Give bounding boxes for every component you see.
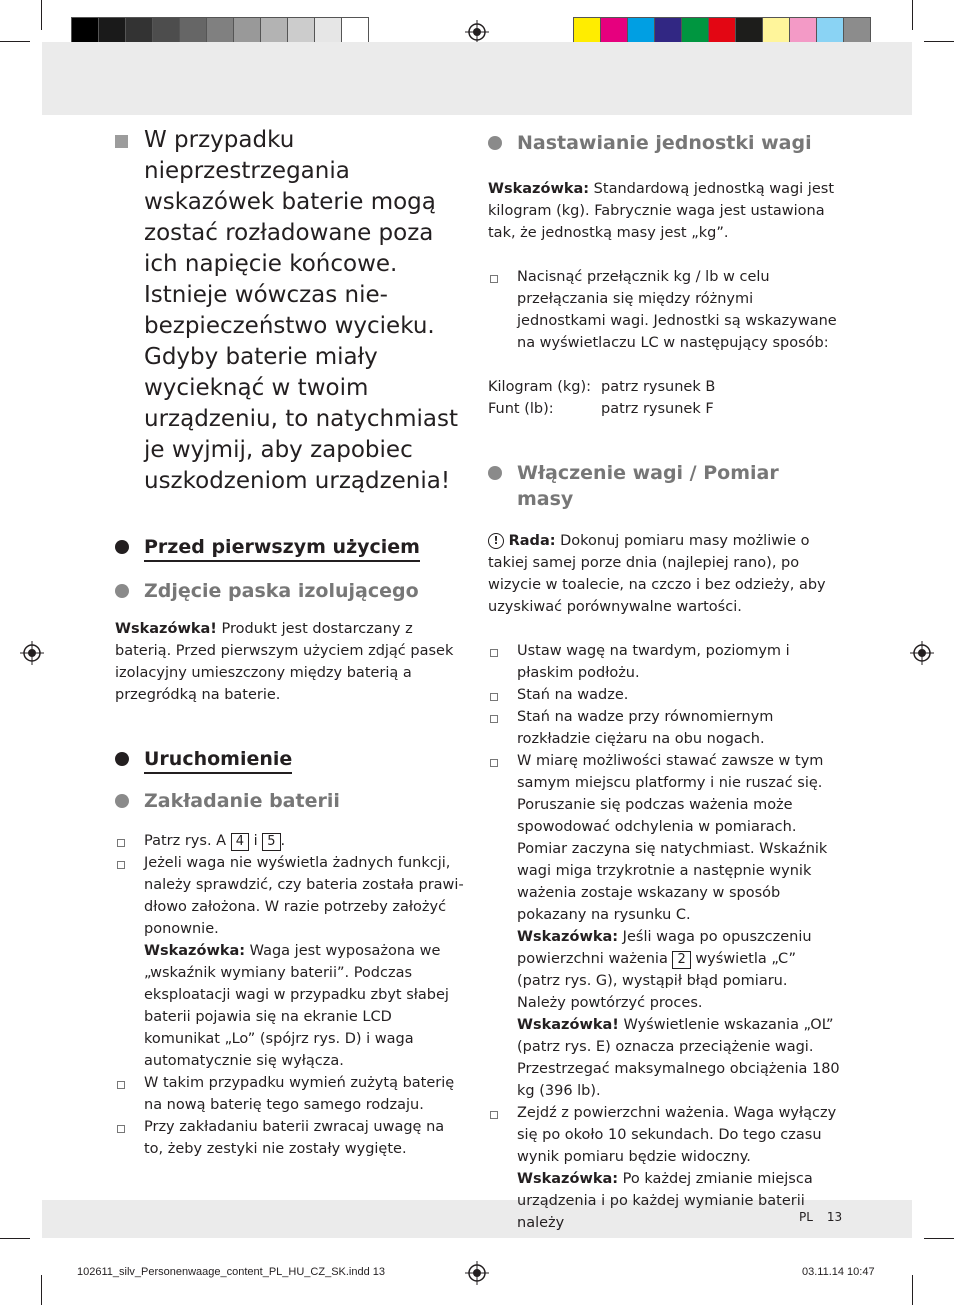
battery-steps-list bbox=[115, 830, 465, 1160]
list-item: W miarę możliwości stawać zawsze w tym samym miejscu platformy i nie ruszać się. Poruszanie się podczas ważenia może spowodować odchylenia w pomiarach. Pomiar zaczyna się natychmiast. Wskaźnik wagi miga trzykrotnie a następnie wynik ważenia zostaje wskazany w sposób pokazany na rysunku C. Wskazówka: Jeśli waga po opuszczeniu powierzchni ważenia 2 wyświetla „C” (patrz rys. G), wystąpił błąd pomiaru. Należy powtórzyć proces. Wskazówka! Wyświetlenie wskazania „OL” (patrz rys. E) oznacza przeciążenie wagi. Przestrzegać maksymalnego obciążenia 180 kg (396 lb). bbox=[488, 750, 840, 1102]
list-item: Zejdź z powierzchni ważenia. Waga wyłączy się po około 10 sekundach. Do tego czasu wynik pomiaru będzie widoczny. Wskazówka: Po każdej zmianie miejsca urządzenia i po każdej wymianie baterii należy bbox=[488, 1102, 840, 1234]
crop-mark bbox=[0, 1238, 30, 1239]
unit-label: Kilogram (kg): bbox=[488, 379, 592, 395]
units-table bbox=[488, 376, 840, 420]
heading-unit bbox=[488, 130, 840, 156]
list-item: Ustaw wagę na twardym, poziomym i płaskim podłożu. bbox=[488, 640, 840, 684]
left-column bbox=[115, 125, 465, 1160]
exclamation-icon: ! bbox=[488, 533, 504, 549]
note-text: Standardową jednostką wagi jest kilogram (kg). Fabrycznie waga jest ustawiona tak, że jednostką masy jest „kg”. bbox=[488, 181, 834, 241]
bullet-dot-icon bbox=[488, 466, 502, 480]
crop-mark bbox=[924, 41, 954, 42]
registration-mark-icon bbox=[465, 20, 489, 44]
checkbox-bullet-icon bbox=[117, 1081, 125, 1089]
checkbox-bullet-icon bbox=[490, 275, 498, 283]
crop-mark bbox=[0, 41, 30, 42]
unit-label: Funt (lb): bbox=[488, 401, 554, 417]
page-number: 13 bbox=[826, 1210, 843, 1224]
registration-mark-icon bbox=[465, 1261, 489, 1285]
bullet-dot-icon bbox=[115, 752, 129, 766]
square-bullet-icon bbox=[115, 135, 128, 148]
page-footer bbox=[799, 1210, 842, 1224]
heading-strip bbox=[115, 578, 465, 604]
battery-warning-item bbox=[115, 125, 465, 497]
heading-startup bbox=[115, 746, 292, 772]
list-item: Przy zakładaniu baterii zwracaj uwagę na to, żeby zestyki nie zostały wygięte. bbox=[115, 1116, 465, 1160]
note-label: Wskazówka: bbox=[517, 929, 619, 945]
list-item: Stań na wadze. bbox=[488, 684, 840, 706]
language-code: PL bbox=[799, 1210, 813, 1224]
heading-strip-text: Zdjęcie paska izolującego bbox=[144, 580, 419, 602]
measure-steps-list bbox=[488, 640, 843, 1234]
list-item: W takim przypadku wymień zużytą baterię na nową baterię tego samego rodzaju. bbox=[115, 1072, 465, 1116]
note-text: Waga jest wyposażona we „wskaźnik wymiany baterii”. Podczas eksploatacji wagi w przypadku zbyt słabej baterii pojawia się na ekranie LCD komunikat „Lo” (spójrz rys. D) i waga automatycznie się wyłącza. bbox=[144, 943, 449, 1069]
unit-steps-list bbox=[488, 266, 840, 354]
checkbox-bullet-icon bbox=[117, 861, 125, 869]
file-slug: 102611_silv_Personenwaage_content_PL_HU_CZ_SK.indd 13 bbox=[77, 1266, 386, 1278]
date-slug: 03.11.14 10:47 bbox=[802, 1266, 875, 1278]
heading-unit-text: Nastawianie jednostki wagi bbox=[517, 132, 812, 154]
battery-warning-text: W przypadku nieprzestrzegania wskazówek baterie mogą zostać rozładowane poza ich napięcie końcowe. Istnieje wówczas niebezpieczeństwo wycieku. Gdyby baterie miały wycieknąć w twoim urządzeniu, to natychmiast je wyjmij, aby zapobiec uszkodzeniom urządzenia! bbox=[144, 127, 459, 494]
list-item: Nacisnąć przełącznik kg / lb w celu przełączania się między różnymi jednostkami wagi. Jednostki są wskazywane na wyświetlaczu LC w następujący sposób: bbox=[488, 266, 840, 354]
checkbox-bullet-icon bbox=[490, 649, 498, 657]
registration-mark-icon bbox=[20, 641, 44, 665]
bullet-dot-icon bbox=[115, 584, 129, 598]
heading-battery-text: Zakładanie baterii bbox=[144, 790, 340, 812]
heading-first-use-text: Przed pierwszym użyciem bbox=[144, 536, 420, 562]
crop-mark bbox=[41, 0, 42, 30]
checkbox-bullet-icon bbox=[490, 715, 498, 723]
bullet-dot-icon bbox=[115, 540, 129, 554]
unit-value: patrz rysunek B bbox=[601, 379, 716, 395]
bullet-dot-icon bbox=[115, 794, 129, 808]
heading-measure bbox=[488, 460, 840, 512]
strip-note bbox=[115, 618, 465, 706]
note-label: Wskazówka: bbox=[144, 943, 246, 959]
note-label: Wskazówka: bbox=[517, 1171, 619, 1187]
crop-mark bbox=[912, 0, 913, 30]
checkbox-bullet-icon bbox=[490, 1111, 498, 1119]
checkbox-bullet-icon bbox=[490, 759, 498, 767]
crop-mark bbox=[924, 1238, 954, 1239]
tip-paragraph bbox=[488, 530, 840, 618]
heading-battery bbox=[115, 788, 465, 814]
note-text: Produkt jest dostarczany z baterią. Przed pierwszym użyciem zdjąć pasek izolacyjny umieszczony między baterią a przegródką na baterie. bbox=[115, 621, 454, 703]
list-item: Stań na wadze przy równomiernym rozkładzie ciężaru na obu nogach. bbox=[488, 706, 840, 750]
heading-startup-text: Uruchomienie bbox=[144, 748, 292, 774]
checkbox-bullet-icon bbox=[117, 1125, 125, 1133]
checkbox-bullet-icon bbox=[490, 693, 498, 701]
checkbox-bullet-icon bbox=[117, 839, 125, 847]
crop-mark bbox=[41, 1275, 42, 1305]
bullet-dot-icon bbox=[488, 136, 502, 150]
note-label: Wskazówka: bbox=[488, 181, 590, 197]
header-band bbox=[42, 42, 912, 115]
heading-measure-text: Włączenie wagi / Pomiar masy bbox=[517, 462, 779, 510]
list-item: Jeżeli waga nie wyświetla żadnych funkcji, należy sprawdzić, czy bateria została prawidłowo założona. W razie potrzeby założyć ponownie. Wskazówka: Waga jest wyposażona we „wskaźnik wymiany baterii”. Podczas eksploatacji wagi w przypadku zbyt słabej baterii pojawia się na ekranie LCD komunikat „Lo” (spójrz rys. D) i waga automatycznie się wyłącza. bbox=[115, 852, 465, 1072]
part-number-box: 4 bbox=[231, 833, 249, 851]
crop-mark bbox=[912, 1275, 913, 1305]
registration-mark-icon bbox=[910, 641, 934, 665]
heading-first-use bbox=[115, 534, 420, 560]
unit-note bbox=[488, 178, 840, 244]
part-number-box: 5 bbox=[262, 833, 280, 851]
tip-label: Rada: bbox=[508, 533, 556, 549]
tip-text: Dokonuj pomiaru masy możliwie o takiej samej porze dnia (najlepiej rano), po wizycie w toalecie, na czczo i bez odzieży, aby uzyskiwać porównywalne wartości. bbox=[488, 533, 826, 615]
unit-value: patrz rysunek F bbox=[601, 401, 714, 417]
list-item: Patrz rys. A 4 i 5 . bbox=[115, 830, 465, 852]
part-number-box: 2 bbox=[672, 951, 690, 969]
note-label: Wskazówka! bbox=[517, 1017, 619, 1033]
right-column bbox=[488, 130, 843, 1234]
note-label: Wskazówka! bbox=[115, 621, 217, 637]
